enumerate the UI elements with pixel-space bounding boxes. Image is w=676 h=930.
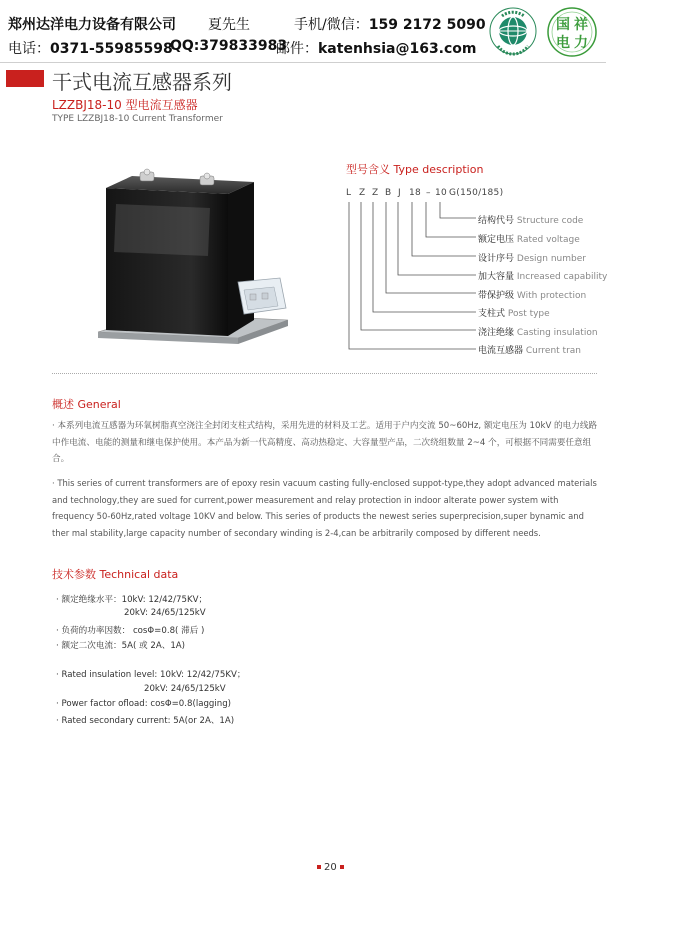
tel-row [8, 38, 173, 58]
qq-row [170, 38, 287, 54]
general-text-cn: · 本系列电流互感器为环氧树脂真空浇注全封闭支柱式结构，采用先进的材料及工艺。适用于户内交流 50~60Hz, 额定电压为 10kV 的电力线路中作电流、电能的测量和继电保护使用。本产品为新一代高精度、高动热稳定、大容量型产品，二次绕组数量 2~4 个，可根据不同需要任意组合。 [52, 421, 598, 464]
code-part-z1: Z [359, 188, 366, 198]
tel-number: 0371-55985598 [50, 41, 173, 57]
spec-en-insulation-20kv: 20kV: 24/65/125kV [144, 684, 226, 694]
type-item-current-transformer: 电流互感器 Current tran [478, 346, 582, 356]
type-item-design-number: 设计序号 Design number [478, 254, 586, 264]
code-part-j: J [398, 188, 401, 198]
spec-cn-insulation: · 额定绝缘水平：10kV: 12/42/75KV； [56, 595, 208, 605]
spec-en-insulation: · Rated insulation level: 10kV: 12/42/75KV； [56, 670, 246, 680]
section-divider [52, 373, 597, 374]
code-part-z2: Z [372, 188, 379, 198]
logo-char-2: 祥 [574, 17, 588, 33]
qq-label: QQ: [170, 38, 200, 54]
type-item-post-type: 支柱式 Post type [478, 309, 550, 319]
product-model-title: LZZBJ18-10 型电流互感器 [52, 98, 198, 112]
spec-cn-power-factor: · 负荷的功率因数： cosΦ=0.8( 滞后 ) [56, 626, 205, 636]
logo-char-1: 国 [556, 17, 570, 33]
email-row [276, 38, 477, 58]
type-code-leader-lines [340, 196, 480, 356]
page-header [0, 0, 606, 63]
type-item-with-protection: 带保护级 With protection [478, 291, 587, 301]
phone-number: 159 2172 5090 [368, 17, 486, 33]
spec-cn-insulation-20kv: 20kV: 24/65/125kV [124, 608, 206, 618]
type-description-title: 型号含义 Type description [346, 163, 484, 176]
code-part-g: G(150/185) [449, 188, 504, 198]
spec-en-secondary-current: · Rated secondary current: 5A(or 2A、1A) [56, 716, 235, 726]
logo-char-4: 力 [574, 35, 588, 51]
code-part-dash: – [426, 188, 431, 198]
phone-row [294, 14, 486, 34]
type-item-casting-insulation: 浇注绝缘 Casting insulation [478, 328, 598, 338]
logo-char-3: 电 [556, 35, 570, 51]
qq-number: 379833983 [199, 38, 288, 54]
code-part-18: 18 [409, 188, 422, 198]
general-text-en: · This series of current transformers are of epoxy resin vacuum casting fully-enclosed suppot-type,they adopt advanced materials and technology,they are sued for current,power measurement and relay protection in indoor alterate power system with frequency 50-60Hz,rated voltage 10KV and below. This series of products the newest series superprecision,super bynamic and ther mal stability,large capacity number of secondary winding is 2-4,can be arbitrarily composed by different needs. [52, 478, 597, 538]
email-address: katenhsia@163.com [318, 41, 477, 57]
code-part-l: L [346, 188, 352, 198]
type-item-rated-voltage: 额定电压 Rated voltage [478, 235, 580, 245]
phone-label: 手机/微信： [294, 17, 369, 33]
guoxiang-logo [546, 6, 598, 58]
state-grid-logo [488, 6, 538, 56]
tel-label: 电话： [8, 41, 50, 57]
product-model-title-en: TYPE LZZBJ18-10 Current Transformer [52, 114, 223, 124]
code-part-10: 10 [435, 188, 448, 198]
type-item-increased-capability: 加大容量 Increased capability [478, 272, 608, 282]
page-number: 20 [314, 862, 347, 873]
current-transformer-image [88, 160, 298, 360]
general-section-title: 概述 General [52, 398, 121, 411]
type-item-structure-code: 结构代号 Structure code [478, 216, 584, 226]
code-part-b: B [385, 188, 392, 198]
company-name: 郑州达洋电力设备有限公司 [8, 17, 176, 33]
page-title: 干式电流互感器系列 [52, 70, 232, 94]
title-accent-bar [6, 70, 44, 87]
technical-section-title: 技术参数 Technical data [52, 568, 179, 581]
email-label: 邮件： [276, 41, 318, 57]
spec-cn-secondary-current: · 额定二次电流：5A( 或 2A、1A) [56, 641, 186, 651]
contact-person: 夏先生 [208, 17, 250, 33]
spec-en-power-factor: · Power factor ofload: cosΦ=0.8(lagging) [56, 699, 232, 709]
